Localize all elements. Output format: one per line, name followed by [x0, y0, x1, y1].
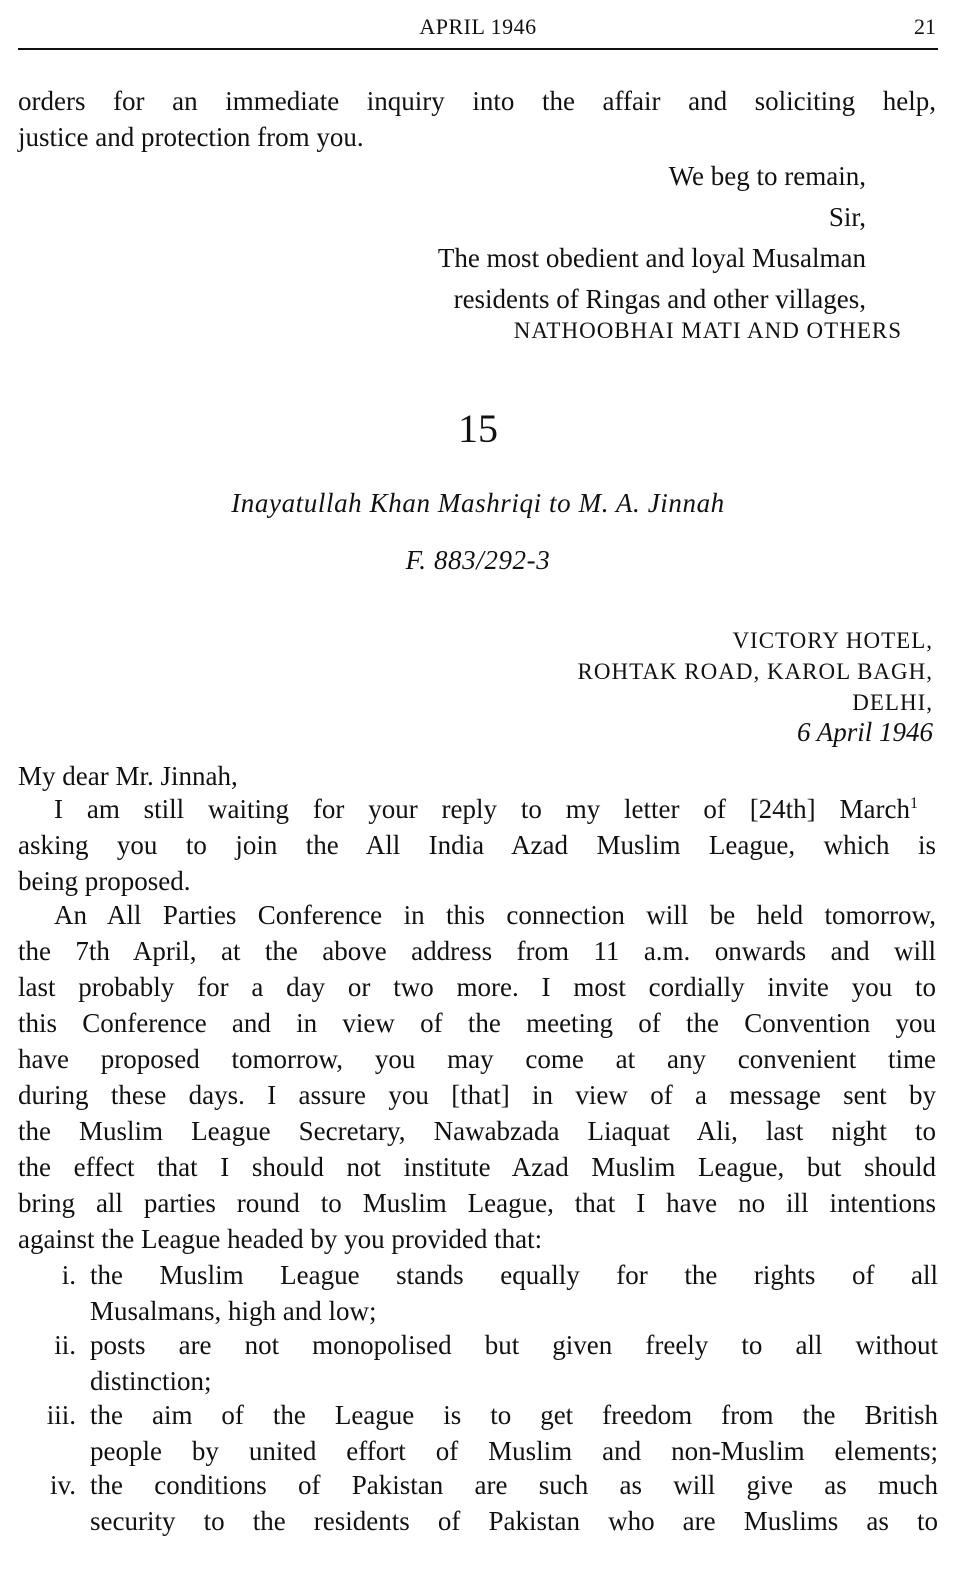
valediction: We beg to remain,	[668, 161, 866, 191]
condition-line: the conditions of Pakistan are such as will give as much	[90, 1470, 938, 1500]
letter-date: 6 April 1946	[796, 717, 933, 747]
condition-line: distinction;	[90, 1366, 212, 1396]
condition-line: the Muslim League stands equally for the rights of all	[90, 1260, 938, 1290]
paragraph-line: during these days. I assure you [that] in view of a message sent by	[18, 1080, 936, 1110]
paragraph-line: against the League headed by you provided that:	[18, 1224, 543, 1254]
salutation-sir: Sir,	[828, 202, 866, 232]
condition-number: i.	[61, 1260, 76, 1290]
address-line: DELHI,	[852, 690, 933, 715]
condition-number: ii.	[54, 1330, 76, 1360]
condition-line: Musalmans, high and low;	[90, 1296, 377, 1326]
paragraph-line: the 7th April, at the above address from 11 a.m. onwards and will	[18, 936, 936, 966]
condition-line: people by united effort of Muslim and non-Muslim elements;	[90, 1436, 938, 1466]
signatories: NATHOOBHAI MATI AND OTHERS	[513, 318, 902, 343]
address-line: VICTORY HOTEL,	[732, 628, 933, 653]
greeting: My dear Mr. Jinnah,	[18, 761, 238, 791]
closing-text-line: orders for an immediate inquiry into the affair and soliciting help,	[18, 86, 936, 116]
page-number: 21	[914, 14, 936, 39]
signature-line: residents of Ringas and other villages,	[453, 284, 866, 314]
paragraph-line: this Conference and in view of the meeting of the Convention you	[18, 1008, 936, 1038]
document-title: Inayatullah Khan Mashriqi to M. A. Jinnah	[231, 488, 725, 518]
condition-line: the aim of the League is to get freedom from the British	[90, 1400, 938, 1430]
paragraph-line: I am still waiting for your reply to my letter of [24th] March$^1$	[54, 794, 918, 824]
condition-number: iv.	[50, 1470, 76, 1500]
condition-line: posts are not monopolised but given freely to all without	[90, 1330, 938, 1360]
running-header-title: APRIL 1946	[419, 14, 537, 39]
paragraph-line: last probably for a day or two more. I most cordially invite you to	[18, 972, 936, 1002]
closing-text-line: justice and protection from you.	[18, 122, 364, 152]
paragraph-line: An All Parties Conference in this connection will be held tomorrow,	[54, 900, 936, 930]
condition-number: iii.	[46, 1400, 76, 1430]
paragraph-line: the Muslim League Secretary, Nawabzada Liaquat Ali, last night to	[18, 1116, 936, 1146]
file-reference: F. 883/292-3	[405, 545, 551, 575]
condition-line: security to the residents of Pakistan who are Muslims as to	[90, 1506, 938, 1536]
document-number: 15	[458, 406, 498, 451]
signature-line: The most obedient and loyal Musalman	[437, 243, 866, 273]
footnote-marker: 1	[910, 795, 918, 812]
paragraph-line: have proposed tomorrow, you may come at any convenient time	[18, 1044, 936, 1074]
running-header	[18, 8, 938, 50]
paragraph-line: asking you to join the All India Azad Muslim League, which is	[18, 830, 936, 860]
paragraph-line: the effect that I should not institute Azad Muslim League, but should	[18, 1152, 936, 1182]
paragraph-line: bring all parties round to Muslim League, that I have no ill intentions	[18, 1188, 936, 1218]
paragraph-line: being proposed.	[18, 866, 191, 896]
address-line: ROHTAK ROAD, KAROL BAGH,	[577, 659, 933, 684]
